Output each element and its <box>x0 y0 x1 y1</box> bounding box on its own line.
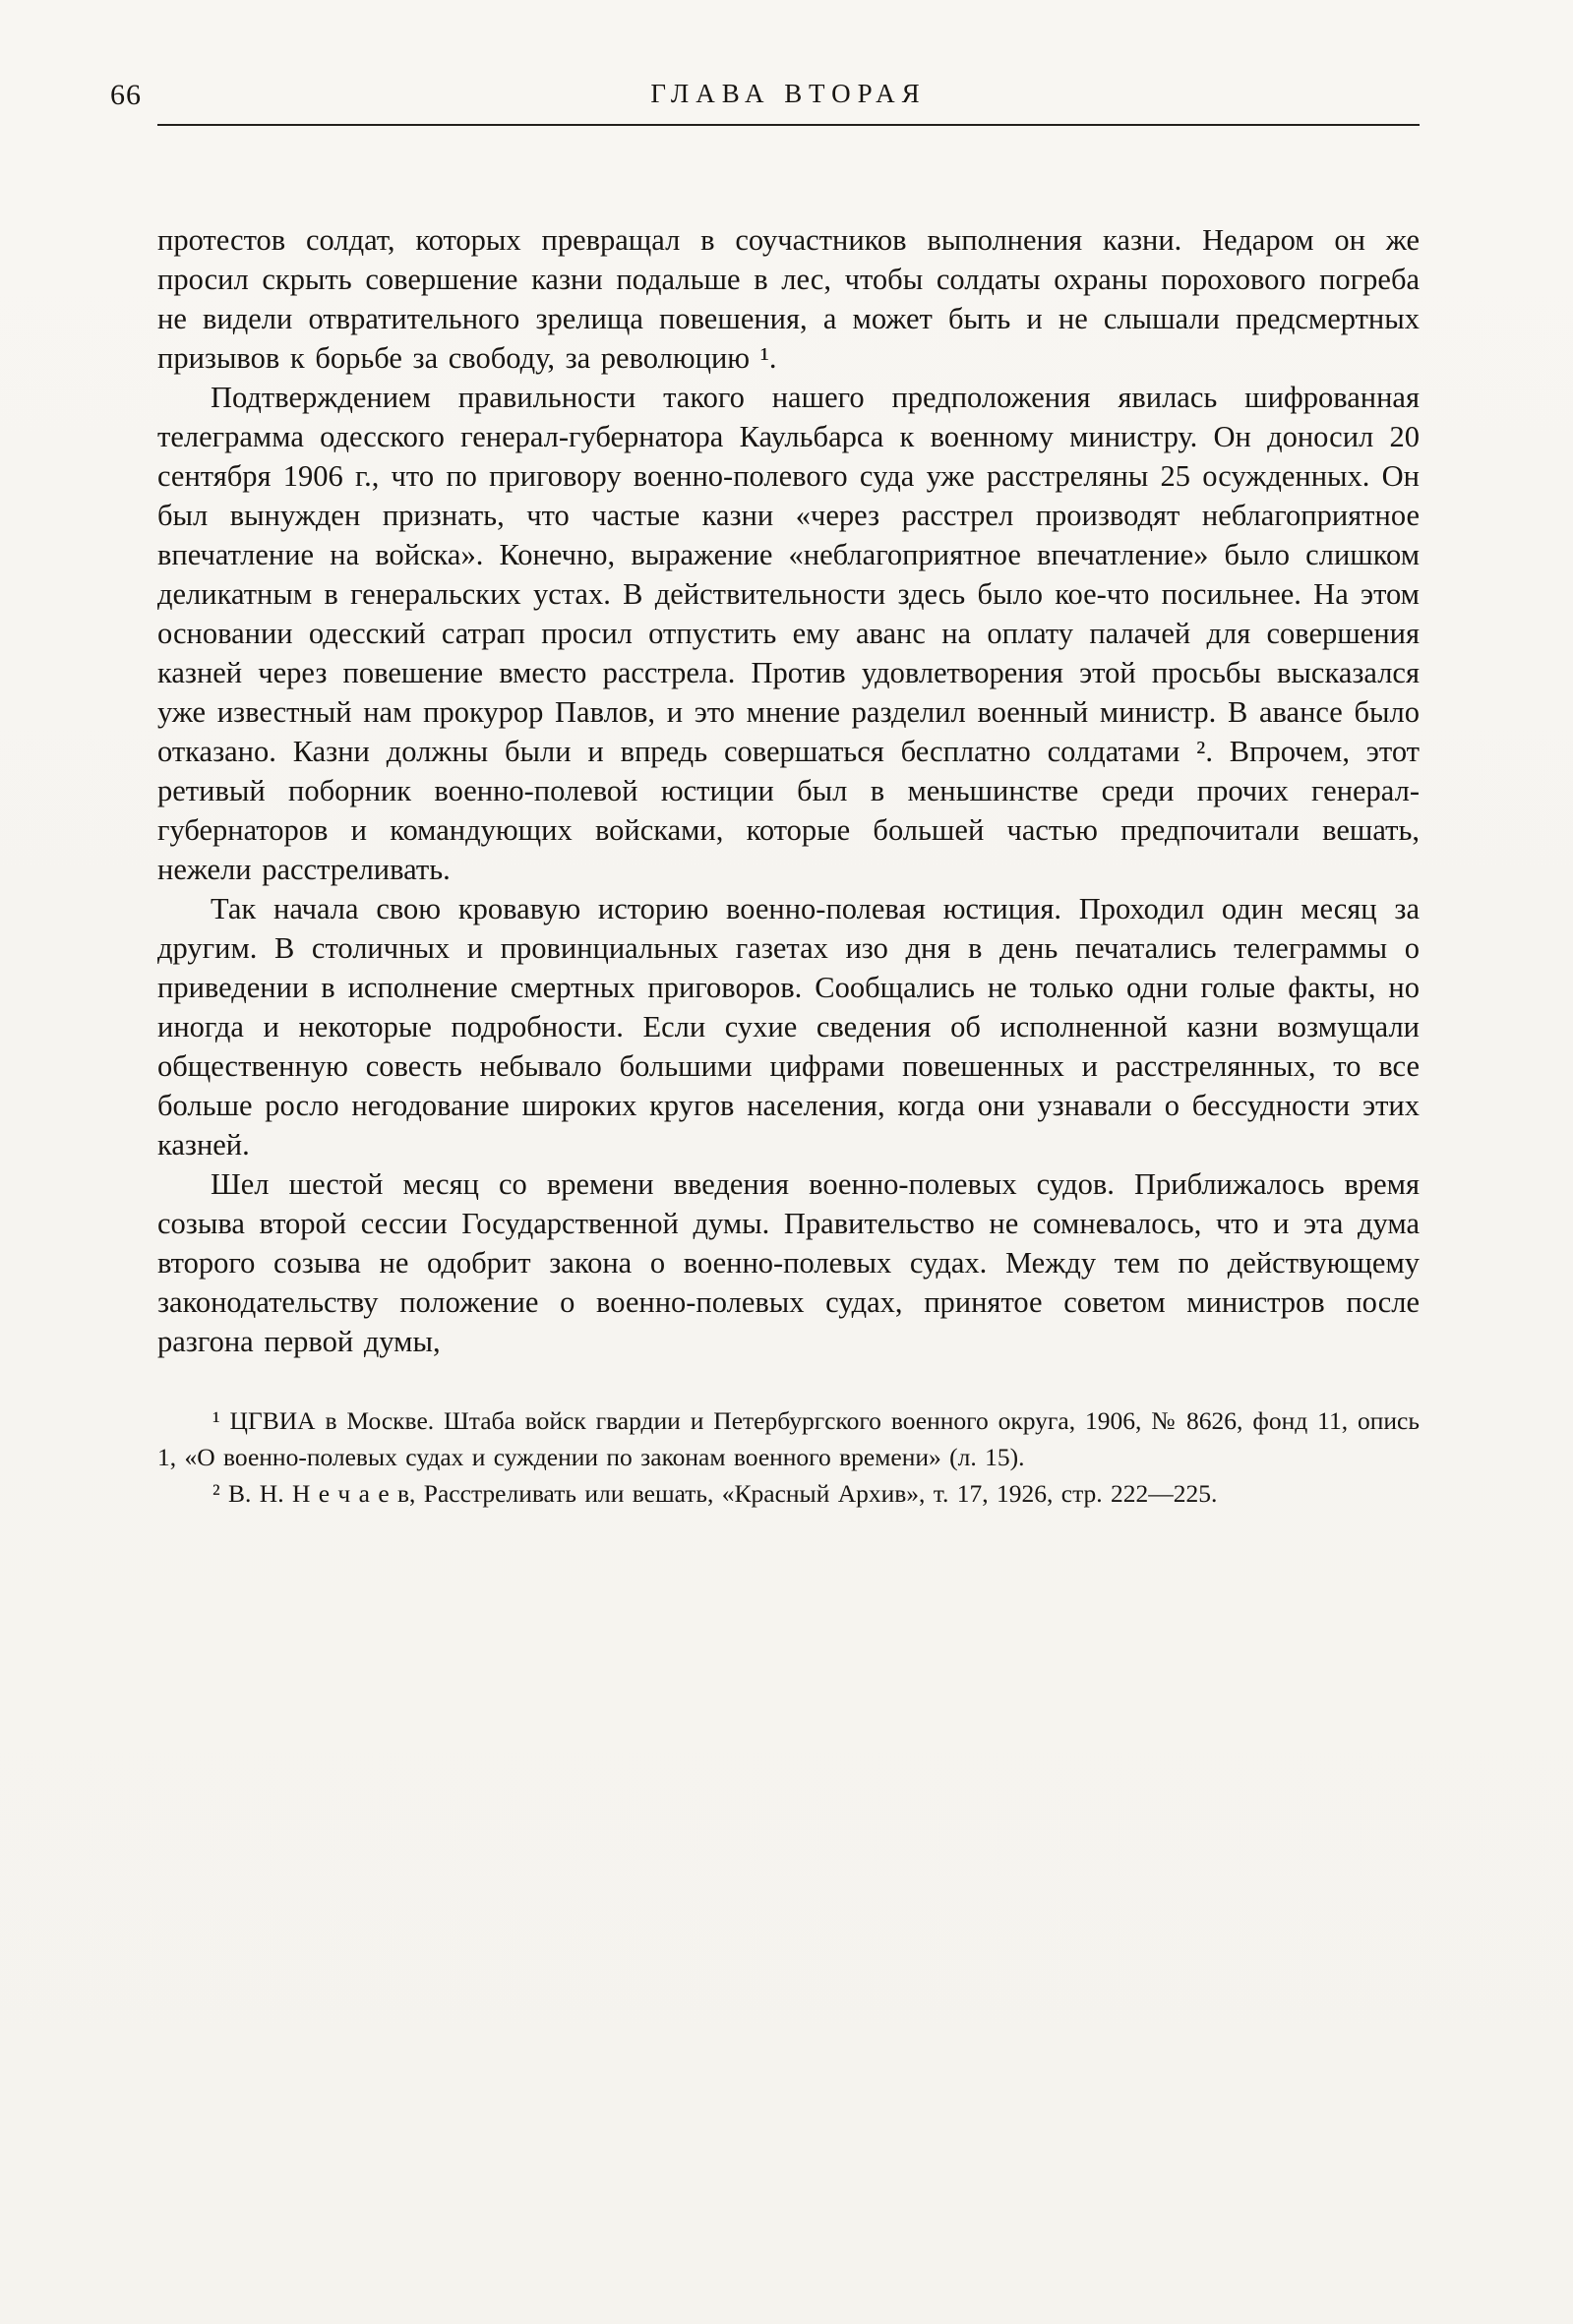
body-text <box>157 220 1420 1361</box>
paragraph-2: Подтверждением правильности такого нашего предположения явилась шифрованная телеграмма одесского генерал-губернатора Каульбарса к военному министру. Он доносил 20 сентября 1906 г., что по приговору военно-полевого суда уже расстреляны 25 осужденных. Он был вынужден признать, что частые казни «через расстрел производят неблагоприятное впечатление на войска». Конечно, выражение «неблагоприятное впечатление» было слишком деликатным в генеральских устах. В действительности здесь было кое-что посильнее. На этом основании одесский сатрап просил отпустить ему аванс на оплату палачей для совершения казней через повешение вместо расстрела. Против удовлетворения этой просьбы высказался уже известный нам прокурор Павлов, и это мнение разделил военный министр. В авансе было отказано. Казни должны были и впредь совершаться бесплатно солдатами ². Впрочем, этот ретивый поборник военно-полевой юстиции был в меньшинстве среди прочих генерал-губернаторов и командующих войсками, которые большей частью предпочитали вешать, нежели расстреливать. <box>157 381 1420 886</box>
page-header <box>110 79 1420 120</box>
footnote-1: ¹ ЦГВИА в Москве. Штаба войск гвардии и Петербургского военного округа, 1906, № 8626, фонд 11, опись 1, «О военно-полевых судах и суждении по законам военного времени» (л. 15). <box>157 1406 1420 1471</box>
chapter-title: ГЛАВА ВТОРАЯ <box>650 79 927 108</box>
paragraph-4: Шел шестой месяц со времени введения военно-полевых судов. Приближалось время созыва второй сессии Государственной думы. Правительство не сомневалось, что и эта дума второго созыва не одобрит закона о военно-полевых судах. Между тем по действующему законодательству положение о военно-полевых судах, принятое советом министров после разгона первой думы, <box>157 1167 1420 1358</box>
header-rule <box>157 124 1420 126</box>
paragraph-1: протестов солдат, которых превращал в соучастников выполнения казни. Недаром он же просил скрыть совершение казни подальше в лес, чтобы солдаты охраны порохового погреба не видели отвратительного зрелища повешения, а может быть и не слышали предсмертных призывов к борьбе за свободу, за революцию ¹. <box>157 223 1420 375</box>
footnote-2: ² В. Н. Н е ч а е в, Расстреливать или вешать, «Красный Архив», т. 17, 1926, стр. 222—225. <box>212 1479 1218 1508</box>
page-number: 66 <box>110 79 142 111</box>
paragraph-3: Так начала свою кровавую историю военно-полевая юстиция. Проходил один месяц за другим. В столичных и провинциальных газетах изо дня в день печатались телеграммы о приведении в исполнение смертных приговоров. Сообщались не только одни голые факты, но иногда и некоторые подробности. Если сухие сведения об исполненной казни возмущали общественную совесть небывало большими цифрами повешенных и расстрелянных, то все больше росло негодование широких кругов населения, когда они узнавали о бессудности этих казней. <box>157 892 1420 1162</box>
footnotes-section <box>157 1402 1420 1512</box>
